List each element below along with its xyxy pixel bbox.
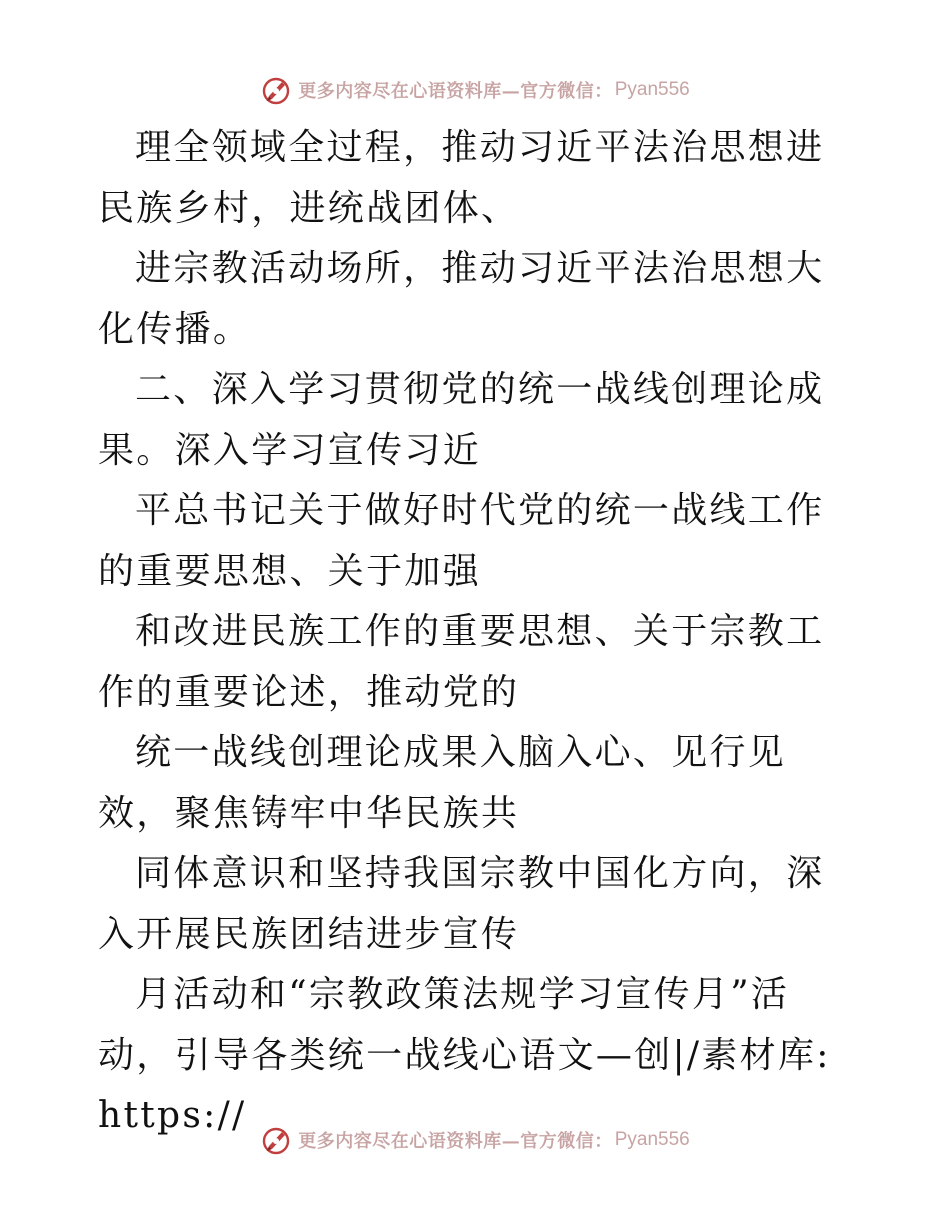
footer-banner	[0, 1120, 950, 1160]
paragraph-4: 平总书记关于做好时代党的统一战线工作的重要思想、关于加强	[98, 490, 825, 592]
header-banner	[0, 70, 950, 110]
paragraph-2: 进宗教活动场所，推动习近平法治思想大化传播。	[98, 248, 825, 350]
pen-circle-logo-icon	[260, 1124, 292, 1156]
header-wechat-id: Pyan556	[614, 79, 690, 100]
document-body	[98, 118, 858, 1147]
paragraph-1: 理全领域全过程，推动习近平法治思想进民族乡村，进统战团体、	[98, 127, 825, 229]
paragraph-8: 月活动和“宗教政策法规学习宣传月”活动，引导各类统一战线心语文—创|/素材库: https://	[98, 974, 831, 1136]
header-text: 更多内容尽在心语资料库—官方微信：	[298, 81, 613, 102]
paragraph-6: 统一战线创理论成果入脑入心、见行见效，聚焦铸牢中华民族共	[98, 732, 787, 834]
paragraph-5: 和改进民族工作的重要思想、关于宗教工作的重要论述，推动党的	[98, 611, 825, 713]
footer-wechat-id: Pyan556	[614, 1129, 690, 1150]
paragraph-7: 同体意识和坚持我国宗教中国化方向，深入开展民族团结进步宣传	[98, 853, 825, 955]
paragraph-3: 二、深入学习贯彻党的统一战线创理论成果。深入学习宣传习近	[98, 369, 825, 471]
footer-text: 更多内容尽在心语资料库—官方微信：	[298, 1131, 613, 1152]
pen-circle-logo-icon	[260, 74, 292, 106]
